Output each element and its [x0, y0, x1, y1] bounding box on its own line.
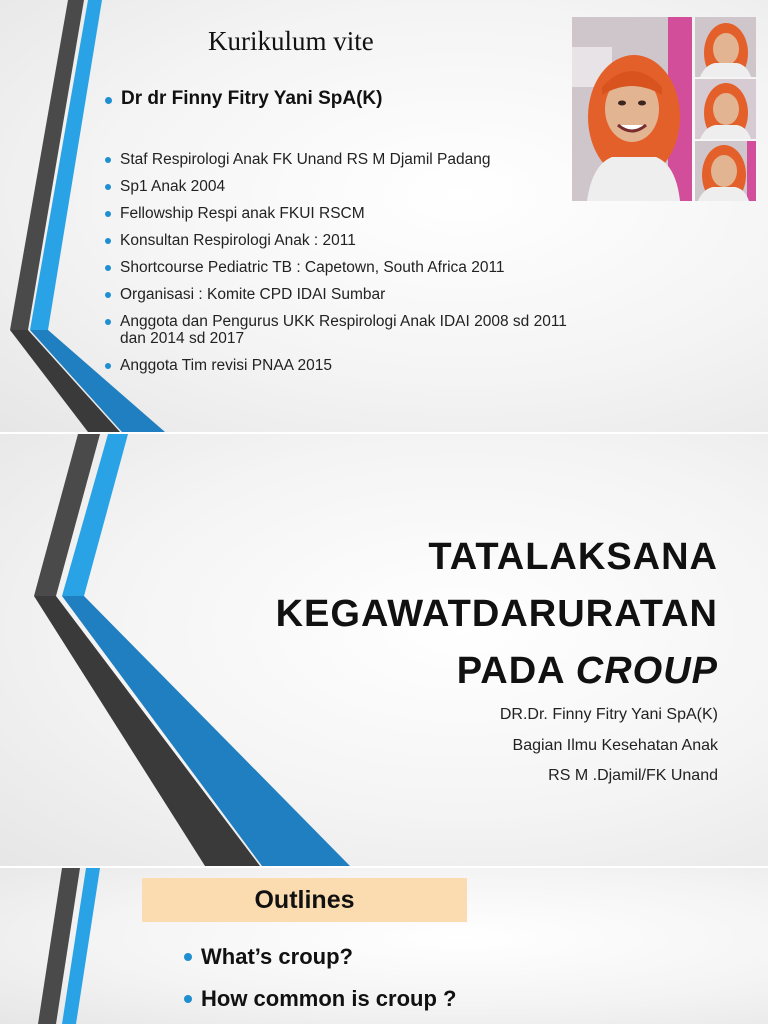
bullet-icon [105, 265, 111, 271]
title-line [276, 643, 718, 700]
institution-name: RS M .Djamil/FK Unand [548, 767, 718, 784]
bullet-icon [184, 995, 192, 1003]
department-name: Bagian Ilmu Kesehatan Anak [512, 737, 718, 754]
list-item [105, 313, 575, 347]
bullet-icon [105, 292, 111, 298]
list-item-text: Anggota dan Pengurus UKK Respirologi Anak IDAI 2008 sd 2011 dan 2014 sd 2017 [120, 313, 567, 347]
list-item-text: What’s croup? [201, 944, 353, 969]
list-item [184, 944, 456, 970]
bullet-icon [105, 238, 111, 244]
list-item-text: How common is croup ? [201, 986, 457, 1011]
portrait-image [695, 79, 756, 139]
bullet-icon [105, 363, 111, 369]
list-item [105, 286, 575, 303]
slide-curriculum [0, 0, 768, 432]
bullet-icon [105, 157, 111, 163]
list-item-text: Sp1 Anak 2004 [120, 178, 226, 195]
portrait-photo-small-3 [695, 141, 756, 201]
outlines-heading: Outlines [142, 878, 467, 922]
list-item-text: Konsultan Respirologi Anak : 2011 [120, 232, 356, 249]
list-item [105, 151, 575, 168]
portrait-image [695, 17, 756, 77]
title-line-croup: CROUP [575, 650, 718, 692]
bullet-icon [105, 319, 111, 325]
portrait-image [695, 141, 756, 201]
presentation-title [276, 529, 718, 700]
slide-decoration [0, 868, 120, 1024]
list-item-text: Shortcourse Pediatric TB : Capetown, South Africa 2011 [120, 259, 505, 276]
bullet-icon [184, 953, 192, 961]
portrait-photo-small-2 [695, 79, 756, 139]
list-item-text: Staf Respirologi Anak FK Unand RS M Djamil Padang [120, 151, 491, 168]
bullet-icon [105, 184, 111, 190]
cv-list [105, 151, 575, 384]
doctor-name [105, 88, 382, 110]
author-name: DR.Dr. Finny Fitry Yani SpA(K) [499, 706, 718, 723]
list-item [105, 178, 575, 195]
title-line: TATALAKSANA [428, 536, 718, 578]
list-item [184, 986, 456, 1012]
portrait-photo-large [572, 17, 692, 201]
bullet-icon [105, 97, 112, 104]
list-item [105, 232, 575, 249]
slide-outlines [0, 868, 768, 1024]
list-item-text: Organisasi : Komite CPD IDAI Sumbar [120, 286, 386, 303]
outline-list [184, 944, 456, 1024]
slide-title-page [0, 434, 768, 866]
list-item [105, 357, 575, 374]
list-item [105, 205, 575, 222]
bullet-icon [105, 211, 111, 217]
portrait-photo-small-1 [695, 17, 756, 77]
portrait-image [572, 17, 692, 201]
list-item-text: Anggota Tim revisi PNAA 2015 [120, 357, 332, 374]
doctor-name-text: Dr dr Finny Fitry Yani SpA(K) [121, 88, 383, 109]
list-item [105, 259, 575, 276]
slide-title: Kurikulum vite [208, 26, 374, 56]
title-line: KEGAWATDARURATAN [275, 593, 718, 635]
list-item-text: Fellowship Respi anak FKUI RSCM [120, 205, 365, 222]
portrait-collage [572, 17, 756, 201]
title-line-prefix: PADA [456, 650, 576, 692]
